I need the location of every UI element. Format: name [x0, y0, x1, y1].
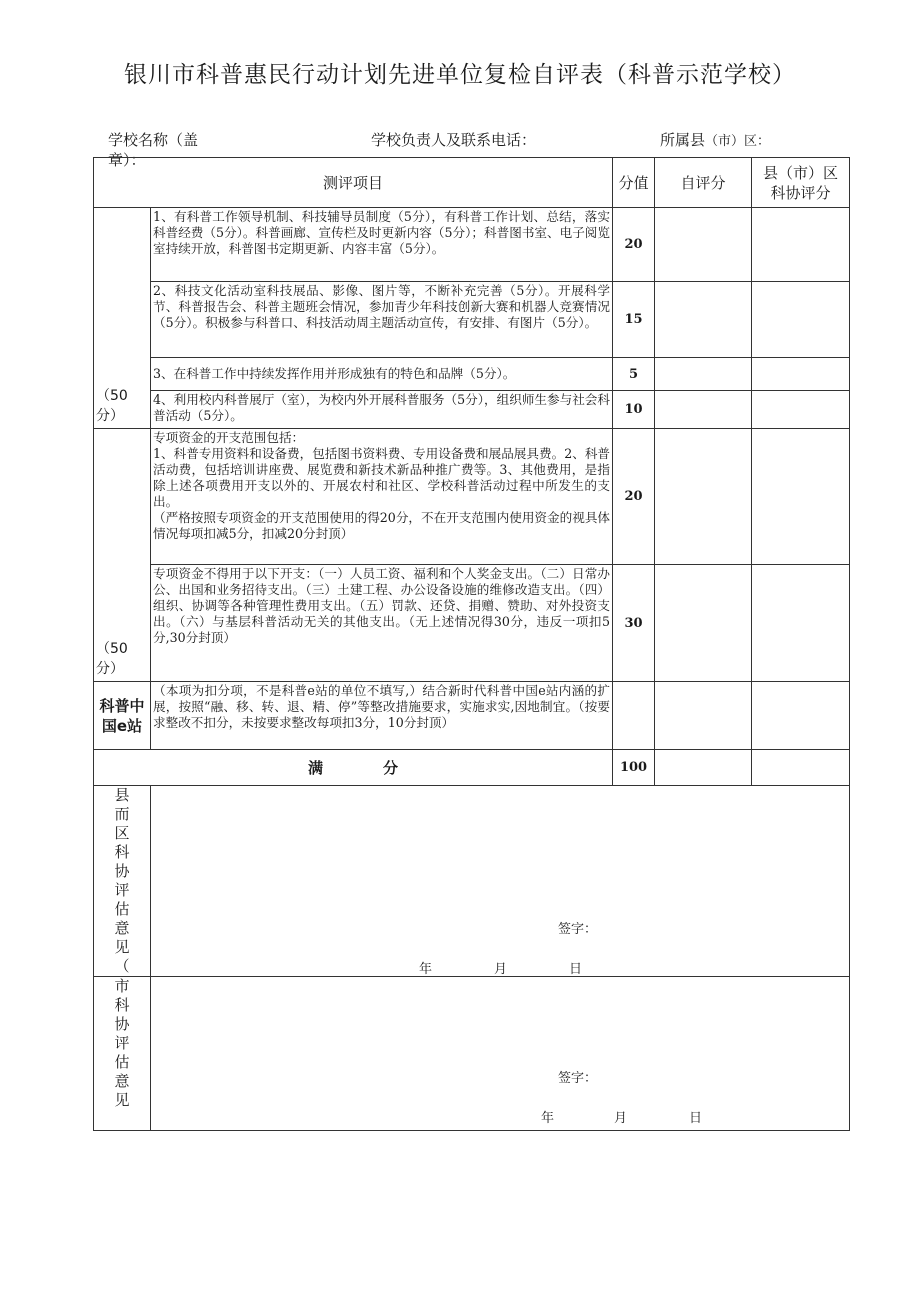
county-opinion-char: 估: [114, 900, 130, 918]
county-field[interactable]: [660, 130, 770, 152]
county-sign-label: 签字：: [558, 922, 598, 937]
city-opinion-char: 估: [114, 1053, 130, 1071]
table-row: [94, 682, 850, 750]
header-self-score: 自评分: [655, 158, 752, 208]
category-2-label: （50分）: [96, 641, 128, 677]
city-date-day: 日: [689, 1111, 703, 1126]
city-opinion-label: [94, 977, 151, 1131]
page-title: 银川市科普惠民行动计划先进单位复检自评表（科普示范学校）: [124, 62, 796, 88]
city-opinion-char: 市: [114, 977, 130, 995]
item-3-county-score[interactable]: [752, 358, 850, 391]
county-opinion-row: [94, 786, 850, 977]
item-6-points: 30: [613, 565, 655, 682]
item-4-points: 10: [613, 391, 655, 429]
header-county-score-line2: 科协评分: [770, 183, 831, 202]
total-row: [94, 750, 850, 786]
item-4-text: 4、利用校内科普展厅（室），为校内外开展科普服务（5分），组织师生参与社会科普活动（5分）。: [151, 391, 613, 429]
city-date-year: 年: [541, 1111, 555, 1126]
header-county-score-line1: 县（市）区: [763, 163, 839, 182]
contact-field[interactable]: 学校负责人及联系电话：: [371, 131, 537, 149]
city-opinion-area[interactable]: [151, 977, 850, 1131]
county-opinion-char: 而: [114, 805, 130, 823]
item-4-self-score[interactable]: [655, 391, 752, 429]
estation-label: 科普中国e站: [94, 682, 151, 750]
total-points: 100: [613, 750, 655, 786]
category-1-label: （50分）: [96, 388, 128, 424]
county-opinion-char: 评: [114, 881, 130, 899]
county-opinion-char: 县: [114, 786, 130, 804]
item-1-self-score[interactable]: [655, 208, 752, 282]
city-opinion-char: 评: [114, 1034, 130, 1052]
city-opinion-char: 科: [114, 996, 130, 1014]
total-county-score[interactable]: [752, 750, 850, 786]
county-label-small: （市）区：: [705, 134, 771, 149]
county-opinion-char: 科: [114, 843, 130, 861]
county-opinion-label: [94, 786, 151, 977]
city-date-month: 月: [614, 1111, 628, 1126]
item-7-points: [613, 682, 655, 750]
item-2-self-score[interactable]: [655, 282, 752, 358]
city-opinion-char: 意: [114, 1072, 130, 1090]
item-2-county-score[interactable]: [752, 282, 850, 358]
city-sign-label: 签字：: [558, 1071, 598, 1086]
item-6-text: 专项资金不得用于以下开支：（一）人员工资、福利和个人奖金支出。（二）日常办公、出国和业务招待支出。（三）土建工程、办公设备设施的维修改造支出。（四）组织、协调等各种管理性费用支出。（五）罚款、还贷、捐赠、赞助、对外投资支出。（六）与基层科普活动无关的其他支出。（无上述情况得30分，违反一项扣5分,30分封顶）: [151, 565, 613, 682]
county-opinion-char: 见: [114, 938, 130, 956]
item-7-self-score[interactable]: [655, 682, 752, 750]
item-1-points: 20: [613, 208, 655, 282]
table-row: [94, 358, 850, 391]
total-label-b: 分: [383, 759, 399, 777]
item-3-points: 5: [613, 358, 655, 391]
city-opinion-char: 协: [114, 1015, 130, 1033]
item-2-text: 2、科技文化活动室科技展品、影像、图片等，不断补充完善（5分）。开展科学节、科普报告会、科普主题班会情况，参加青少年科技创新大赛和机器人竞赛情况（5分）。积极参与科普口、科技活动周主题活动宣传，有安排、有图片（5分）。: [151, 282, 613, 358]
table-row: [94, 429, 850, 565]
header-county-score: [752, 158, 850, 208]
item-5-points: 20: [613, 429, 655, 565]
header-item: 测评项目: [94, 158, 613, 208]
item-1-county-score[interactable]: [752, 208, 850, 282]
county-opinion-char: 协: [114, 862, 130, 880]
item-6-county-score[interactable]: [752, 565, 850, 682]
item-7-text: （本项为扣分项，不是科普e站的单位不填写,）结合新时代科普中国e站内涵的扩展，按照“融、移、转、退、精、停”等整改措施要求，实施求实,因地制宜。（按要求整改不扣分，未按要求整改每项扣3分，10分封顶）: [151, 682, 613, 750]
item-5-text: 专项资金的开支范围包括： 1、科普专用资料和设备费，包括图书资料费、专用设备费和展品展具费。2、科普活动费，包括培训讲座费、展览费和新技术新品种推广费等。3、其他费用，是指除上述各项费用开支以外的、开展农村和社区、学校科普活动过程中所发生的支出。 （严格按照专项资金的开支范围使用的得20分，不在开支范围内使用资金的视具体情况每项扣减5分，扣减20分封顶）: [151, 429, 613, 565]
county-opinion-char: （: [114, 957, 130, 975]
item-2-points: 15: [613, 282, 655, 358]
table-row: [94, 391, 850, 429]
item-4-county-score[interactable]: [752, 391, 850, 429]
county-date-year: 年: [419, 962, 433, 977]
total-label-a: 满: [307, 759, 323, 777]
school-name-field[interactable]: 学校名称（盖章）：: [108, 131, 199, 169]
county-opinion-area[interactable]: [151, 786, 850, 977]
header-points: 分值: [613, 158, 655, 208]
item-6-self-score[interactable]: [655, 565, 752, 682]
total-label: [94, 750, 613, 786]
county-date-day: 日: [569, 962, 583, 977]
item-1-text: 1、有科普工作领导机制、科技辅导员制度（5分），有科普工作计划、总结，落实科普经费（5分）。科普画廊、宣传栏及时更新内容（5分）；科普图书室、电子阅览室持续开放，科普图书定期更新、内容丰富（5分）。: [151, 208, 613, 282]
category-2-cell: [94, 429, 151, 682]
header-row: [94, 158, 850, 208]
category-1-cell: [94, 208, 151, 429]
item-7-county-score[interactable]: [752, 682, 850, 750]
city-opinion-char: 见: [114, 1091, 130, 1109]
table-row: [94, 282, 850, 358]
county-label: 所属县: [660, 131, 706, 149]
total-self-score[interactable]: [655, 750, 752, 786]
city-opinion-row: [94, 977, 850, 1131]
county-opinion-char: 区: [114, 824, 130, 842]
item-5-self-score[interactable]: [655, 429, 752, 565]
item-5-county-score[interactable]: [752, 429, 850, 565]
county-opinion-char: 意: [114, 919, 130, 937]
table-row: [94, 565, 850, 682]
item-3-text: 3、在科普工作中持续发挥作用并形成独有的特色和品牌（5分）。: [151, 358, 613, 391]
table-row: [94, 208, 850, 282]
item-3-self-score[interactable]: [655, 358, 752, 391]
county-date-month: 月: [494, 962, 508, 977]
evaluation-table: [93, 157, 850, 1131]
